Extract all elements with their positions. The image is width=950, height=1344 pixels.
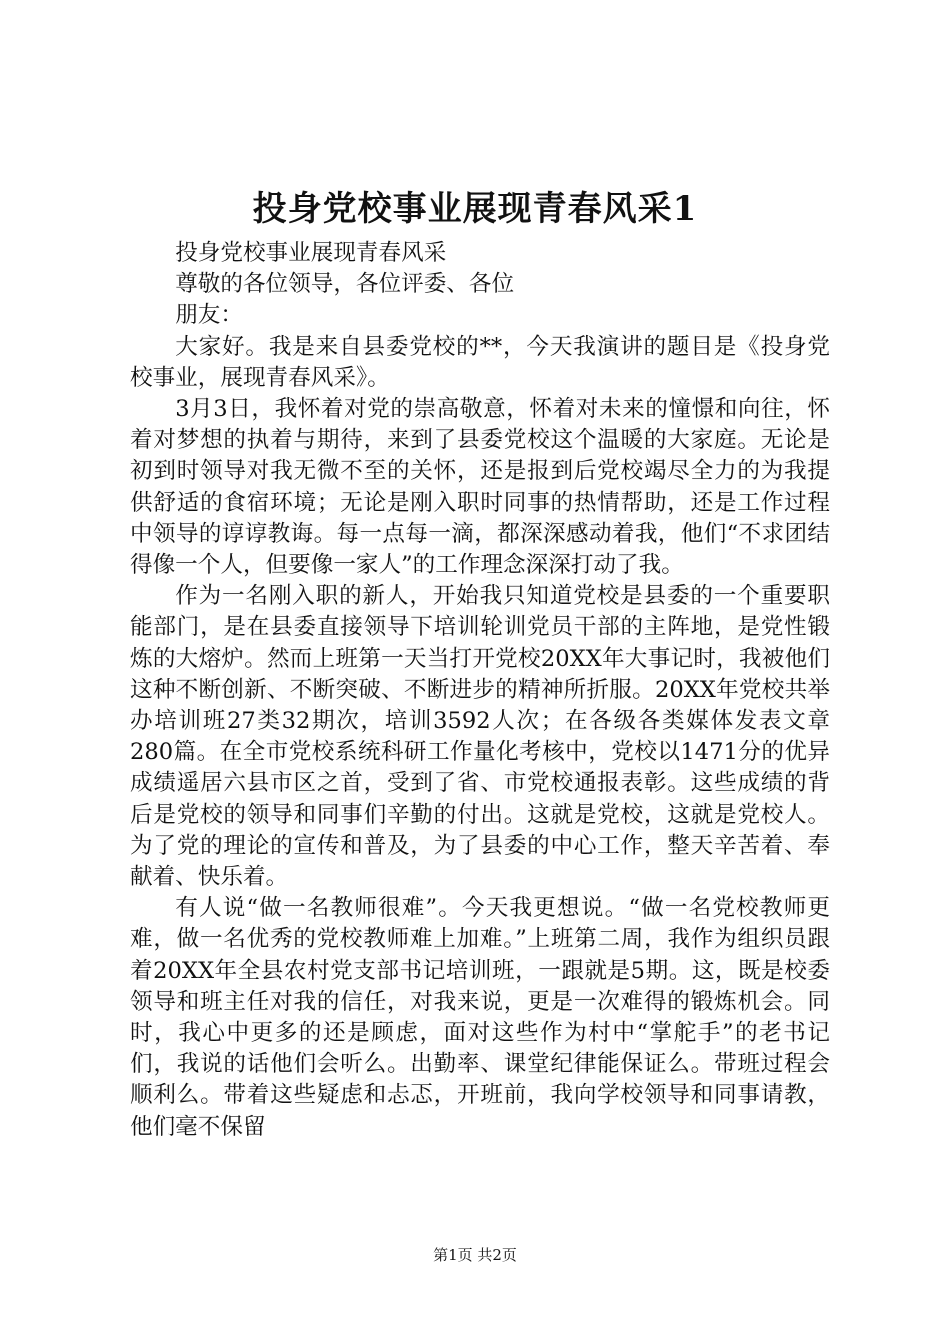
page-footer: 第1页 共2页 xyxy=(433,1246,517,1264)
document-title: 投身党校事业展现青春风采1 xyxy=(252,189,698,229)
paragraph-salutation: 尊敬的各位领导，各位评委、各位 xyxy=(175,271,515,298)
paragraph-body: 作为一名刚入职的新人，开始我只知道党校是县委的一个重要职能部门，是在县委直接领导下培训轮训党员干部的主阵地，是党性锻炼的大熔炉。然而上班第一天当打开党校20XX年大事记时，我被他们这种不断创新、不断突破、不断进步的精神所折服。20XX年党校共举办培训班27类32期次，培训3592人次；在各级各类媒体发表文章280篇。在全市党校系统科研工作量化考核中，党校以1471分的优异成绩遥居六县市区之首，受到了省、市党校通报表彰。这些成绩的背后是党校的领导和同事们辛勤的付出。这就是党校，这就是党校人。为了党的理论的宣传和普及，为了县委的中心工作，整天辛苦着、奉献着、快乐着。 xyxy=(130,583,830,891)
paragraph-greeting: 大家好。我是来自县委党校的**，今天我演讲的题目是《投身党校事业，展现青春风采》。 xyxy=(130,333,830,391)
paragraph-body: 3月3日，我怀着对党的崇高敬意，怀着对未来的憧憬和向往，怀着对梦想的执着与期待，来到了县委党校这个温暖的大家庭。无论是初到时领导对我无微不至的关怀，还是报到后党校竭尽全力的为我提供舒适的食宿环境；无论是刚入职时同事的热情帮助，还是工作过程中领导的谆谆教诲。每一点每一滴，都深深感动着我，他们“不求团结得像一个人，但要像一家人”的工作理念深深打动了我。 xyxy=(130,396,830,579)
paragraph-body: 有人说“做一名教师很难”。今天我更想说。“做一名党校教师更难，做一名优秀的党校教师难上加难。”上班第二周，我作为组织员跟着20XX年全县农村党支部书记培训班，一跟就是5期。这，既是校委领导和班主任对我的信任，对我来说，更是一次难得的锻炼机会。同时，我心中更多的还是顾虑，面对这些作为村中“掌舵手”的老书记们，我说的话他们会听么。出勤率、课堂纪律能保证么。带班过程会顺利么。带着这些疑虑和忐忑，开班前，我向学校领导和同事请教，他们毫不保留 xyxy=(130,895,830,1140)
paragraph-subtitle: 投身党校事业展现青春风采 xyxy=(175,240,447,266)
paragraph-salutation-cont: 朋友： xyxy=(175,302,243,329)
document-body xyxy=(130,238,830,1143)
